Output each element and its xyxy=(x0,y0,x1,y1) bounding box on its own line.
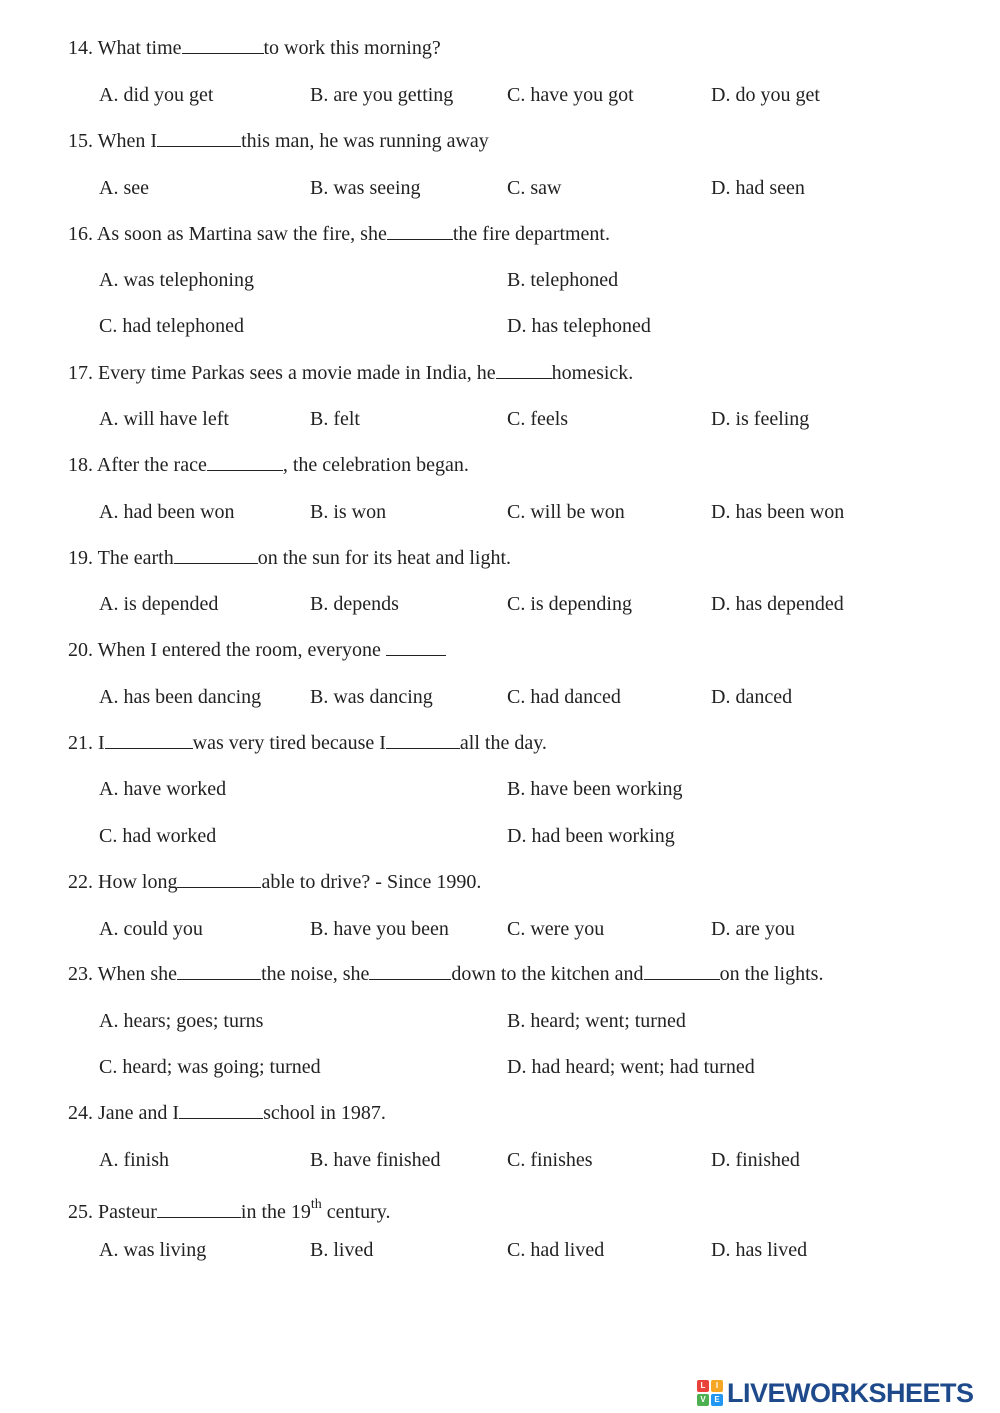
logo-mark-e: E xyxy=(711,1394,723,1406)
option-b[interactable]: B. depends xyxy=(310,593,399,615)
option-a[interactable]: A. have worked xyxy=(99,778,227,800)
question-text: The earth xyxy=(97,547,174,569)
option-a[interactable]: A. has been dancing xyxy=(99,686,262,708)
superscript: th xyxy=(310,1197,322,1213)
question-text: all the day. xyxy=(459,732,547,754)
question-24 xyxy=(68,1101,386,1125)
option-c[interactable]: C. saw xyxy=(507,177,562,199)
option-b[interactable]: B. heard; went; turned xyxy=(507,1010,686,1032)
answer-blank[interactable] xyxy=(157,129,241,147)
question-text: century. xyxy=(321,1201,391,1223)
option-b[interactable]: B. was seeing xyxy=(310,177,421,199)
question-number: 20. xyxy=(68,639,93,661)
question-text: this man, he was running away xyxy=(241,130,489,152)
question-text: When I entered the room, everyone xyxy=(97,639,381,661)
option-b[interactable]: B. lived xyxy=(310,1239,374,1261)
question-23 xyxy=(68,962,823,986)
answer-blank[interactable] xyxy=(496,361,552,379)
question-text: I xyxy=(98,732,105,754)
question-text: , the celebration began. xyxy=(282,454,469,476)
question-text: When I xyxy=(97,130,158,152)
option-c[interactable]: C. is depending xyxy=(507,593,632,615)
option-c[interactable]: C. feels xyxy=(507,408,569,430)
option-d[interactable]: D. had seen xyxy=(711,177,805,199)
question-text: in the 19 xyxy=(240,1201,311,1223)
option-c[interactable]: C. had danced xyxy=(507,686,621,708)
question-number: 25. xyxy=(68,1201,93,1223)
question-number: 22. xyxy=(68,871,93,893)
answer-blank[interactable] xyxy=(386,731,460,749)
option-c[interactable]: C. were you xyxy=(507,918,605,940)
answer-blank[interactable] xyxy=(387,222,453,240)
logo-mark-i: I xyxy=(711,1380,723,1392)
logo-mark-l: L xyxy=(697,1380,709,1392)
option-a[interactable]: A. was living xyxy=(99,1239,207,1261)
question-text: was very tired because I xyxy=(192,732,386,754)
option-b[interactable]: B. felt xyxy=(310,408,360,430)
question-number: 18. xyxy=(68,454,93,476)
question-number: 24. xyxy=(68,1102,93,1124)
option-a[interactable]: A. was telephoning xyxy=(99,269,254,291)
option-a[interactable]: A. could you xyxy=(99,918,203,940)
option-b[interactable]: B. was dancing xyxy=(310,686,433,708)
option-c[interactable]: C. had worked xyxy=(99,825,217,847)
question-number: 23. xyxy=(68,963,93,985)
liveworksheets-logo[interactable] xyxy=(697,1377,974,1409)
question-25 xyxy=(68,1197,391,1224)
answer-blank[interactable] xyxy=(182,36,264,54)
logo-text: LIVEWORKSHEETS xyxy=(727,1377,974,1408)
question-text: school in 1987. xyxy=(263,1102,386,1124)
question-text: How long xyxy=(98,871,178,893)
question-number: 14. xyxy=(68,37,93,59)
answer-blank[interactable] xyxy=(369,962,451,980)
option-d[interactable]: D. had heard; went; had turned xyxy=(507,1056,755,1078)
option-d[interactable]: D. do you get xyxy=(711,84,820,106)
option-d[interactable]: D. are you xyxy=(711,918,795,940)
option-a[interactable]: A. hears; goes; turns xyxy=(99,1010,264,1032)
option-c[interactable]: C. have you got xyxy=(507,84,634,106)
option-b[interactable]: B. have been working xyxy=(507,778,683,800)
option-a[interactable]: A. had been won xyxy=(99,501,235,523)
question-19 xyxy=(68,546,511,570)
option-d[interactable]: D. has telephoned xyxy=(507,315,651,337)
option-c[interactable]: C. heard; was going; turned xyxy=(99,1056,321,1078)
question-text: to work this morning? xyxy=(263,37,441,59)
answer-blank[interactable] xyxy=(207,453,283,471)
answer-blank[interactable] xyxy=(105,731,193,749)
option-b[interactable]: B. is won xyxy=(310,501,387,523)
question-text: As soon as Martina saw the fire, she xyxy=(96,223,387,245)
question-text: Jane and I xyxy=(98,1102,180,1124)
answer-blank[interactable] xyxy=(179,1101,263,1119)
option-a[interactable]: A. see xyxy=(99,177,149,199)
logo-mark-v: V xyxy=(697,1394,709,1406)
question-text: on the sun for its heat and light. xyxy=(257,547,512,569)
option-d[interactable]: D. is feeling xyxy=(711,408,810,430)
question-14 xyxy=(68,36,441,60)
question-21 xyxy=(68,731,547,755)
question-16 xyxy=(68,222,610,246)
option-d[interactable]: D. has lived xyxy=(711,1239,808,1261)
question-18 xyxy=(68,453,469,477)
option-c[interactable]: C. will be won xyxy=(507,501,625,523)
question-text: down to the kitchen and xyxy=(451,963,644,985)
question-text: the noise, she xyxy=(261,963,370,985)
question-text: able to drive? - Since 1990. xyxy=(261,871,482,893)
question-number: 15. xyxy=(68,130,93,152)
option-b[interactable]: B. telephoned xyxy=(507,269,619,291)
option-a[interactable]: A. did you get xyxy=(99,84,214,106)
question-20 xyxy=(68,638,446,662)
question-number: 16. xyxy=(68,223,93,245)
question-number: 19. xyxy=(68,547,93,569)
option-c[interactable]: C. had lived xyxy=(507,1239,605,1261)
option-d[interactable]: D. has been won xyxy=(711,501,845,523)
question-text: What time xyxy=(97,37,182,59)
answer-blank[interactable] xyxy=(177,962,261,980)
option-a[interactable]: A. is depended xyxy=(99,593,219,615)
option-d[interactable]: D. has depended xyxy=(711,593,844,615)
answer-blank[interactable] xyxy=(157,1200,241,1218)
question-15 xyxy=(68,129,489,153)
question-number: 21. xyxy=(68,732,93,754)
option-d[interactable]: D. finished xyxy=(711,1149,800,1171)
liveworksheets-logo-icon xyxy=(697,1380,723,1406)
option-b[interactable]: B. have you been xyxy=(310,918,449,940)
question-text: After the race xyxy=(96,454,207,476)
question-text: the fire department. xyxy=(452,223,610,245)
option-a[interactable]: A. finish xyxy=(99,1149,169,1171)
question-22 xyxy=(68,870,481,894)
question-number: 17. xyxy=(68,362,93,384)
question-text: When she xyxy=(97,963,178,985)
option-c[interactable]: C. had telephoned xyxy=(99,315,244,337)
answer-blank[interactable] xyxy=(386,638,446,656)
option-a[interactable]: A. will have left xyxy=(99,408,229,430)
option-b[interactable]: B. are you getting xyxy=(310,84,454,106)
question-text: homesick. xyxy=(551,362,634,384)
question-text: Every time Parkas sees a movie made in India, he xyxy=(98,362,496,384)
question-text: Pasteur xyxy=(98,1201,157,1223)
answer-blank[interactable] xyxy=(174,546,258,564)
question-17 xyxy=(68,361,633,385)
option-d[interactable]: D. danced xyxy=(711,686,793,708)
answer-blank[interactable] xyxy=(644,962,720,980)
question-text: on the lights. xyxy=(719,963,824,985)
option-c[interactable]: C. finishes xyxy=(507,1149,593,1171)
option-b[interactable]: B. have finished xyxy=(310,1149,441,1171)
answer-blank[interactable] xyxy=(177,870,261,888)
option-d[interactable]: D. had been working xyxy=(507,825,675,847)
